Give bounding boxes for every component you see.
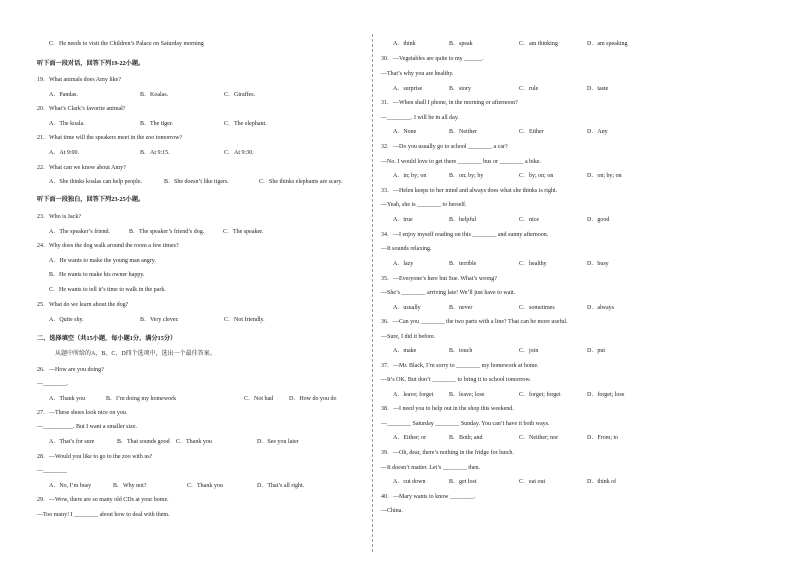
question-21-options [49, 150, 449, 157]
option-c[interactable]: C．nice [519, 217, 539, 223]
option-d[interactable]: D．think of [587, 479, 617, 485]
question-33-response: —Yeah, she is ________ to herself. [381, 202, 467, 208]
option-c[interactable]: C．Neither; nor [519, 435, 559, 441]
option-d[interactable]: D．How do you do [289, 396, 337, 402]
column-divider [372, 34, 373, 552]
question-36-options [393, 348, 793, 355]
option-d[interactable]: D．am speaking [587, 41, 628, 47]
option-c[interactable]: C．Thank you [187, 483, 223, 489]
question-35-response: —She’s ________ arriving late! We’ll just have to wait. [381, 290, 516, 296]
option-b[interactable]: B．Very clever. [140, 317, 179, 323]
section-two-heading: 二、选择填空（共15小题，每小题1分，满分15分） [37, 335, 177, 342]
question-19: 19．What animals does Amy like? [37, 77, 121, 83]
section-heading-19-22: 听下面一段对话，回答下列19-22小题。 [37, 60, 145, 67]
option-b[interactable]: B．speak [449, 41, 473, 47]
option-c[interactable]: C．Giraffes. [224, 92, 256, 98]
question-36-response: —Sure, I did it before. [381, 334, 436, 340]
question-27-response: —__________. But I want a smaller size. [37, 424, 137, 430]
option-b[interactable]: B．never [449, 305, 473, 311]
option-b[interactable]: B．The speaker’s friend’s dog. [129, 229, 205, 235]
option-a[interactable]: A．usually [393, 305, 421, 311]
option-a[interactable]: A．The speaker’s friend. [49, 229, 111, 235]
option-b[interactable]: B．Why not? [113, 483, 147, 489]
question-29: 29．—Wow, there are so many old CDs at your home. [37, 497, 169, 503]
q24-option-c[interactable]: C．He wants to tell it’s time to walk in the park. [49, 287, 166, 293]
option-b[interactable]: B．Both; and [449, 435, 483, 441]
option-c[interactable]: C．am thinking [519, 41, 558, 47]
option-d[interactable]: D．Any [587, 129, 608, 135]
question-37: 37．—Mr. Black, I’m sorry to ________ my homework at home. [381, 363, 539, 369]
option-c[interactable]: C．forget; forget [519, 392, 561, 398]
question-36: 36．—Can you ________ the two parts with a line? That can be more useful. [381, 319, 568, 325]
option-c[interactable]: C．Not bad [244, 396, 274, 402]
question-34-options [393, 261, 793, 268]
question-39: 39．—Oh, dear, there’s nothing in the fridge for lunch. [381, 450, 514, 456]
question-28: 28．—Would you like to go to the zoo with us? [37, 454, 153, 460]
option-d[interactable]: D．See you later [257, 439, 299, 445]
option-a[interactable]: A．in; by; on [393, 173, 427, 179]
option-a[interactable]: A．cut down [393, 479, 426, 485]
option-c[interactable]: C．healthy [519, 261, 547, 267]
option-c[interactable]: C．eat out [519, 479, 546, 485]
option-d[interactable]: D．good [587, 217, 610, 223]
option-a[interactable]: A．Thank you [49, 396, 86, 402]
question-33-options [393, 217, 793, 224]
option-a[interactable]: A．leave; forget [393, 392, 434, 398]
question-39-response: —It doesn’t matter. Let’s ________ then. [381, 465, 481, 471]
option-c[interactable]: C．The speaker. [223, 229, 264, 235]
question-38-options [393, 435, 793, 442]
question-25: 25．What do we learn about the dog? [37, 302, 129, 308]
question-21: 21．What time will the speakers meet in the zoo tomorrow? [37, 135, 183, 141]
option-a[interactable]: A．lazy [393, 261, 414, 267]
question-20-options [49, 121, 449, 128]
question-32-options [393, 173, 793, 180]
option-b[interactable]: B．helpful [449, 217, 476, 223]
option-c[interactable]: C．At 9:30. [224, 150, 254, 156]
question-26-options [49, 396, 449, 403]
option-a[interactable]: A．At 9:00. [49, 150, 80, 156]
question-37-response: —It’s OK. But don’t ________ to bring it to school tomorrow. [381, 377, 531, 383]
question-31-response: —________. I will be in all day. [381, 115, 459, 121]
option-a[interactable]: A．Either; or [393, 435, 427, 441]
option-b[interactable]: B．get lost [449, 479, 477, 485]
question-20: 20．What’s Clark’s favorite animal? [37, 106, 126, 112]
question-28-options [49, 483, 449, 490]
question-38-response: —________ Saturday ________ Sunday. You can’t have it both ways. [381, 421, 550, 427]
option-b[interactable]: B．Neither [449, 129, 477, 135]
option-b[interactable]: B．I’m doing my homework [106, 396, 177, 402]
question-40-response: —China. [381, 508, 403, 514]
question-34: 34．—I enjoy myself reading on this ________ and sunny afternoon. [381, 232, 549, 238]
option-b[interactable]: B．That sounds good [117, 439, 170, 445]
option-d[interactable]: D．From; to [587, 435, 619, 441]
question-31-options [393, 129, 793, 136]
question-23: 23．Who is Jack? [37, 214, 81, 220]
question-35-options [393, 305, 793, 312]
option-a[interactable]: A．surprise [393, 86, 423, 92]
option-c[interactable]: C．by; on; on [519, 173, 554, 179]
option-c[interactable]: C．The elephant. [224, 121, 267, 127]
question-27: 27．—These shoes look nice on you. [37, 410, 128, 416]
question-30: 30．—Vegetables are quite to my ______. [381, 56, 484, 62]
option-a[interactable]: A．think [393, 41, 416, 47]
option-b[interactable]: B．She doesn’t like tigers. [164, 179, 229, 185]
question-33: 33．—Helen keeps to her mind and always does what she thinks is right. [381, 188, 558, 194]
option-a[interactable]: A．Quite shy. [49, 317, 84, 323]
option-b[interactable]: B．Koalas. [140, 92, 169, 98]
option-b[interactable]: B．leave; lose [449, 392, 485, 398]
option-b[interactable]: B．At 9:15. [140, 150, 170, 156]
option-d[interactable]: D．taste [587, 86, 609, 92]
question-26-response: —________. [37, 381, 69, 387]
option-a[interactable]: A．Pandas. [49, 92, 78, 98]
question-29-options [393, 41, 793, 48]
option-c[interactable]: C．Either [519, 129, 544, 135]
question-29-response: —Too many! I ________ about how to deal with them. [37, 512, 170, 518]
option-d[interactable]: D．busy [587, 261, 609, 267]
question-22-options [49, 179, 449, 186]
question-19-options [49, 92, 449, 99]
question-32: 32．—Do you usually go to school ________ a car? [381, 144, 508, 150]
question-24: 24．Why does the dog walk around the room a few times? [37, 243, 179, 249]
question-32-response: —No. I would love to get there ________ bus or ________ a bike. [381, 159, 541, 165]
q18-option-c: C．He needs to visit the Children’s Palace on Saturday morning [49, 41, 204, 47]
option-a[interactable]: A．She thinks koalas can help people. [49, 179, 142, 185]
option-c[interactable]: C．She thinks elephants are scary. [259, 179, 343, 185]
question-31: 31．—When shall I phone, in the morning or afternoon? [381, 100, 518, 106]
question-28-response: —________ [37, 468, 67, 474]
section-two-instructions: 从题中所给的A、B、C、D四个选项中，选出一个最佳答案。 [55, 351, 216, 357]
question-22: 22．What can we know about Amy? [37, 165, 126, 171]
section-heading-23-25: 听下面一段独白，回答下列23-25小题。 [37, 196, 145, 203]
option-c[interactable]: C．rule [519, 86, 539, 92]
option-a[interactable]: A．No, I’m busy [49, 483, 92, 489]
q24-option-b[interactable]: B．He wants to make his owner happy. [49, 272, 145, 278]
option-b[interactable]: B．on; by; by [449, 173, 484, 179]
option-a[interactable]: A．true [393, 217, 413, 223]
option-c[interactable]: C．sometimes [519, 305, 555, 311]
question-39-options [393, 479, 793, 486]
option-d[interactable]: D．forget; lose [587, 392, 625, 398]
option-c[interactable]: C．join [519, 348, 539, 354]
q24-option-a[interactable]: A．He wants to make the young man angry. [49, 258, 156, 264]
question-38: 38．—I need you to help out in the shop this weekend. [381, 406, 514, 412]
option-a[interactable]: A．That’s for sure [49, 439, 95, 445]
option-a[interactable]: A．make [393, 348, 417, 354]
question-34-response: —It sounds relaxing. [381, 246, 432, 252]
question-26: 26．—How are you doing? [37, 367, 104, 373]
question-30-response: —That’s why you are healthy. [381, 71, 454, 77]
option-d[interactable]: D．always [587, 305, 614, 311]
question-35: 35．—Everyone’s here but Sue. What’s wrong? [381, 276, 497, 282]
question-40: 40．—Mary wants to know ________. [381, 494, 476, 500]
option-b[interactable]: B．terrible [449, 261, 477, 267]
option-d[interactable]: D．put [587, 348, 606, 354]
question-27-options [49, 439, 449, 446]
option-d[interactable]: D．That’s all right. [257, 483, 305, 489]
option-b[interactable]: B．The tiger. [140, 121, 173, 127]
option-d[interactable]: D．on; by; on [587, 173, 622, 179]
option-b[interactable]: B．touch [449, 348, 473, 354]
question-37-options [393, 392, 793, 399]
option-b[interactable]: B．story [449, 86, 472, 92]
option-a[interactable]: A．The koala. [49, 121, 85, 127]
option-c[interactable]: C．Not friendly. [224, 317, 265, 323]
option-c[interactable]: C．Thank you [176, 439, 212, 445]
option-a[interactable]: A．None [393, 129, 417, 135]
question-30-options [393, 86, 793, 93]
